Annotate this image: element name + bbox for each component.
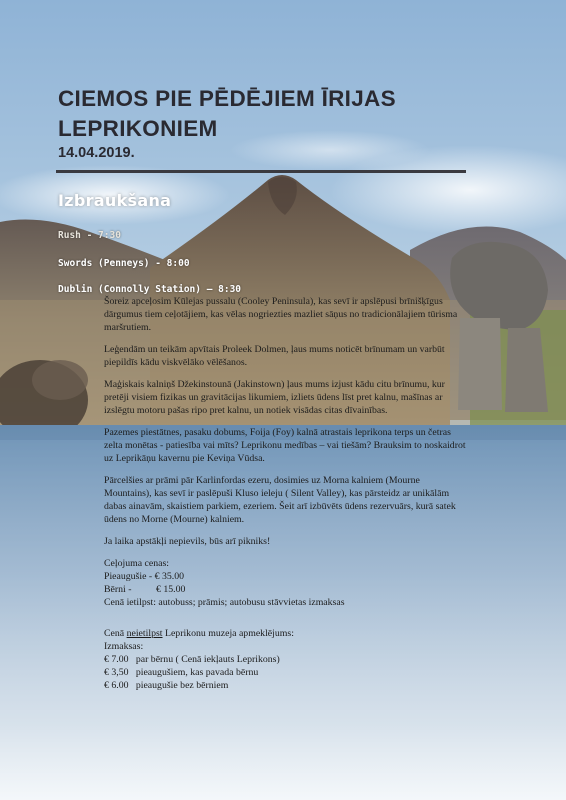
museum-cost-row: € 7.00 par bērnu ( Cenā iekļauts Leprikons) — [104, 654, 280, 665]
paragraph: Pārcelšies ar prāmi pār Karlinfordas ezeru, dosimies uz Morna kalniem (Mourne Mountains), kas sevī ir paslēpuši Kluso ieleju ( Silent Valley), kas pārsteidz ar unikālām dabas ainavām, skaistiem parkiem, ezeriem. Šeit arī izbūvēts ūdens rezervuārs, kurā satek ūdens no Morne (Mourne) kalniem. — [104, 475, 456, 525]
prices-heading: Ceļojuma cenas: — [104, 558, 170, 569]
museum-note-prefix: Cenā — [104, 628, 127, 639]
paragraph: Pazemes piestātnes, pasaku dobums, Foija (Foy) kalnā atrastais leprikona terps un četras zelta monētas - patiesība vai mīts? Leprikonu medības – vai tiešām? Brauksim to noskaidrot uz Leprikāņu kavernu pie Keviņa Vūdsa. — [104, 427, 466, 464]
description-body — [104, 295, 468, 692]
prices-block — [104, 557, 468, 609]
schedule-item: Swords (Penneys) - 8:00 — [58, 258, 190, 269]
museum-costs-heading: Izmaksas: — [104, 641, 144, 652]
paragraph: Maģiskais kalniņš Džekinstounā (Jakinstown) ļaus mums izjust kādu citu brīnumu, kur pretēji visiem fizikas un gravitācijas likumiem, izliets ūdens līst pret kalnu, mašīnas ar izslēgtu motoru pašas ripo pret kalnu, un notiek visādas citas dīvainības. — [104, 379, 445, 416]
schedule-item: Rush - 7:30 — [58, 230, 121, 241]
paragraph: Leģendām un teikām apvītais Proleek Dolmen, ļaus mums noticēt brīnumam un varbūt piepildīs kādu viskvēlāko vēlēšanos. — [104, 344, 445, 368]
paragraph: Ja laika apstākļi nepievils, būs arī pikniks! — [104, 536, 271, 547]
museum-block — [104, 627, 468, 692]
museum-note-excluded: neietilpst — [126, 628, 163, 639]
price-adults: Pieaugušie - € 35.00 — [104, 571, 184, 582]
price-children: Bērni - € 15.00 — [104, 584, 186, 595]
page-title: CIEMOS PIE PĒDĒJIEM ĪRIJAS LEPRIKONIEM — [58, 86, 396, 141]
section-heading: Izbraukšana — [58, 191, 172, 210]
museum-note — [104, 627, 468, 640]
schedule-item: Dublin (Connolly Station) – 8:30 — [58, 284, 242, 295]
price-included: Cenā ietilpst: autobuss; prāmis; autobusu stāvvietas izmaksas — [104, 597, 345, 608]
museum-note-suffix: Leprikonu muzeja apmeklējums: — [162, 628, 294, 639]
museum-cost-row: € 3,50 pieaugušiem, kas pavada bērnu — [104, 667, 259, 678]
paragraph: Šoreiz apceļosim Kūlejas pussalu (Cooley Peninsula), kas sevī ir apslēpusi brīnišķīgus dārgumus tiem ceļotājiem, kas vēlas nogriezties mazliet sāņus no tradicionālajiem tūrisma maršrutiem. — [104, 296, 458, 333]
title-divider — [56, 170, 466, 173]
museum-cost-row: € 6.00 pieaugušie bez bērniem — [104, 680, 229, 691]
event-date: 14.04.2019. — [58, 145, 135, 161]
